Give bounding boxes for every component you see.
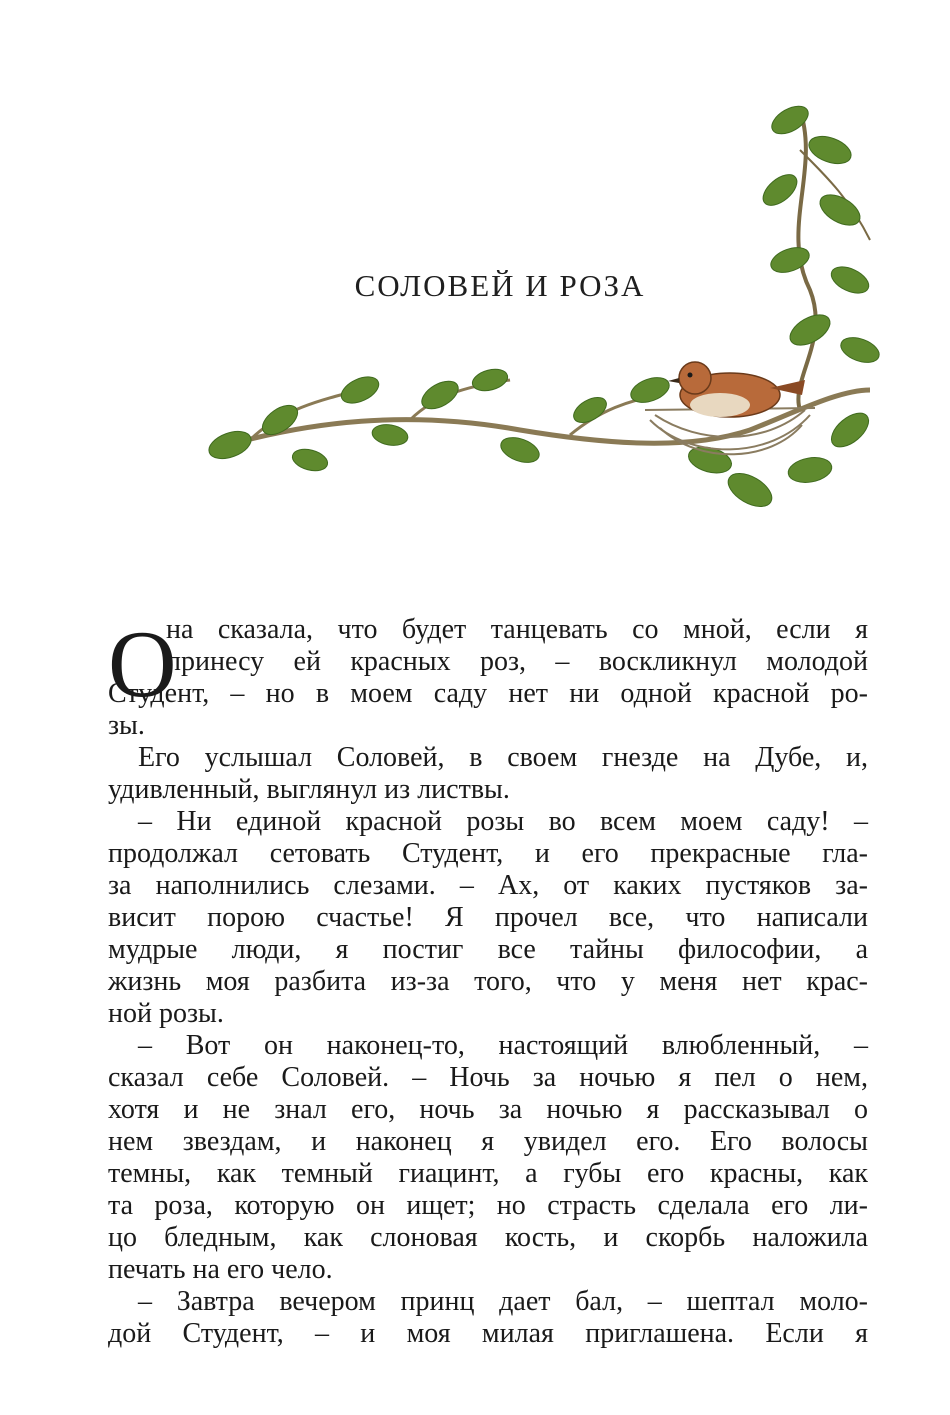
text-line: сказал себе Соловей. – Ночь за ночью я пел о нем, [108,1062,868,1093]
text-line: печать на его чело. [108,1254,333,1285]
text-line: удивленный, выглянул из листвы. [108,774,510,805]
text-line: жизнь моя разбита из-за того, что у меня нет крас- [108,966,868,997]
text-line: нем звездам, и наконец я увидел его. Его волосы [108,1126,868,1157]
text-line: цо бледным, как слоновая кость, и скорбь наложила [108,1222,868,1253]
nest-branch-illustration [190,90,890,530]
drop-cap: О [108,611,177,717]
text-line: – Вот он наконец-то, настоящий влюбленный, – [138,1030,868,1061]
text-line: хотя и не знал его, ночь за ночью я рассказывал о [108,1094,868,1125]
text-line: Студент, – но в моем саду нет ни одной красной ро- [108,678,868,709]
text-line: – Ни единой красной розы во всем моем саду! – [138,806,868,837]
text-line: мудрые люди, я постиг все тайны философии, а [108,934,868,965]
text-line: дой Студент, – и моя милая приглашена. Если я [108,1318,868,1349]
story-text [108,611,868,1350]
text-line: принесу ей красных роз, – воскликнул молодой [166,646,868,677]
text-line: за наполнились слезами. – Ах, от каких пустяков за- [108,870,868,901]
text-line: ной розы. [108,998,224,1029]
text-line: Его услышал Соловей, в своем гнезде на Дубе, и, [138,742,868,773]
text-line: на сказала, что будет танцевать со мной, если я [166,614,868,645]
story-title: СОЛОВЕЙ И РОЗА [354,268,646,303]
text-line: темны, как темный гиацинт, а губы его красны, как [108,1158,868,1189]
text-line: зы. [108,710,145,741]
text-line: – Завтра вечером принц дает бал, – шептал моло- [138,1286,868,1317]
text-line: продолжал сетовать Студент, и его прекрасные гла- [108,838,868,869]
text-line: та роза, которую он ищет; но страсть сделала его ли- [108,1190,868,1221]
text-line: висит порою счастье! Я прочел все, что написали [108,902,868,933]
text-lines [108,678,868,1350]
